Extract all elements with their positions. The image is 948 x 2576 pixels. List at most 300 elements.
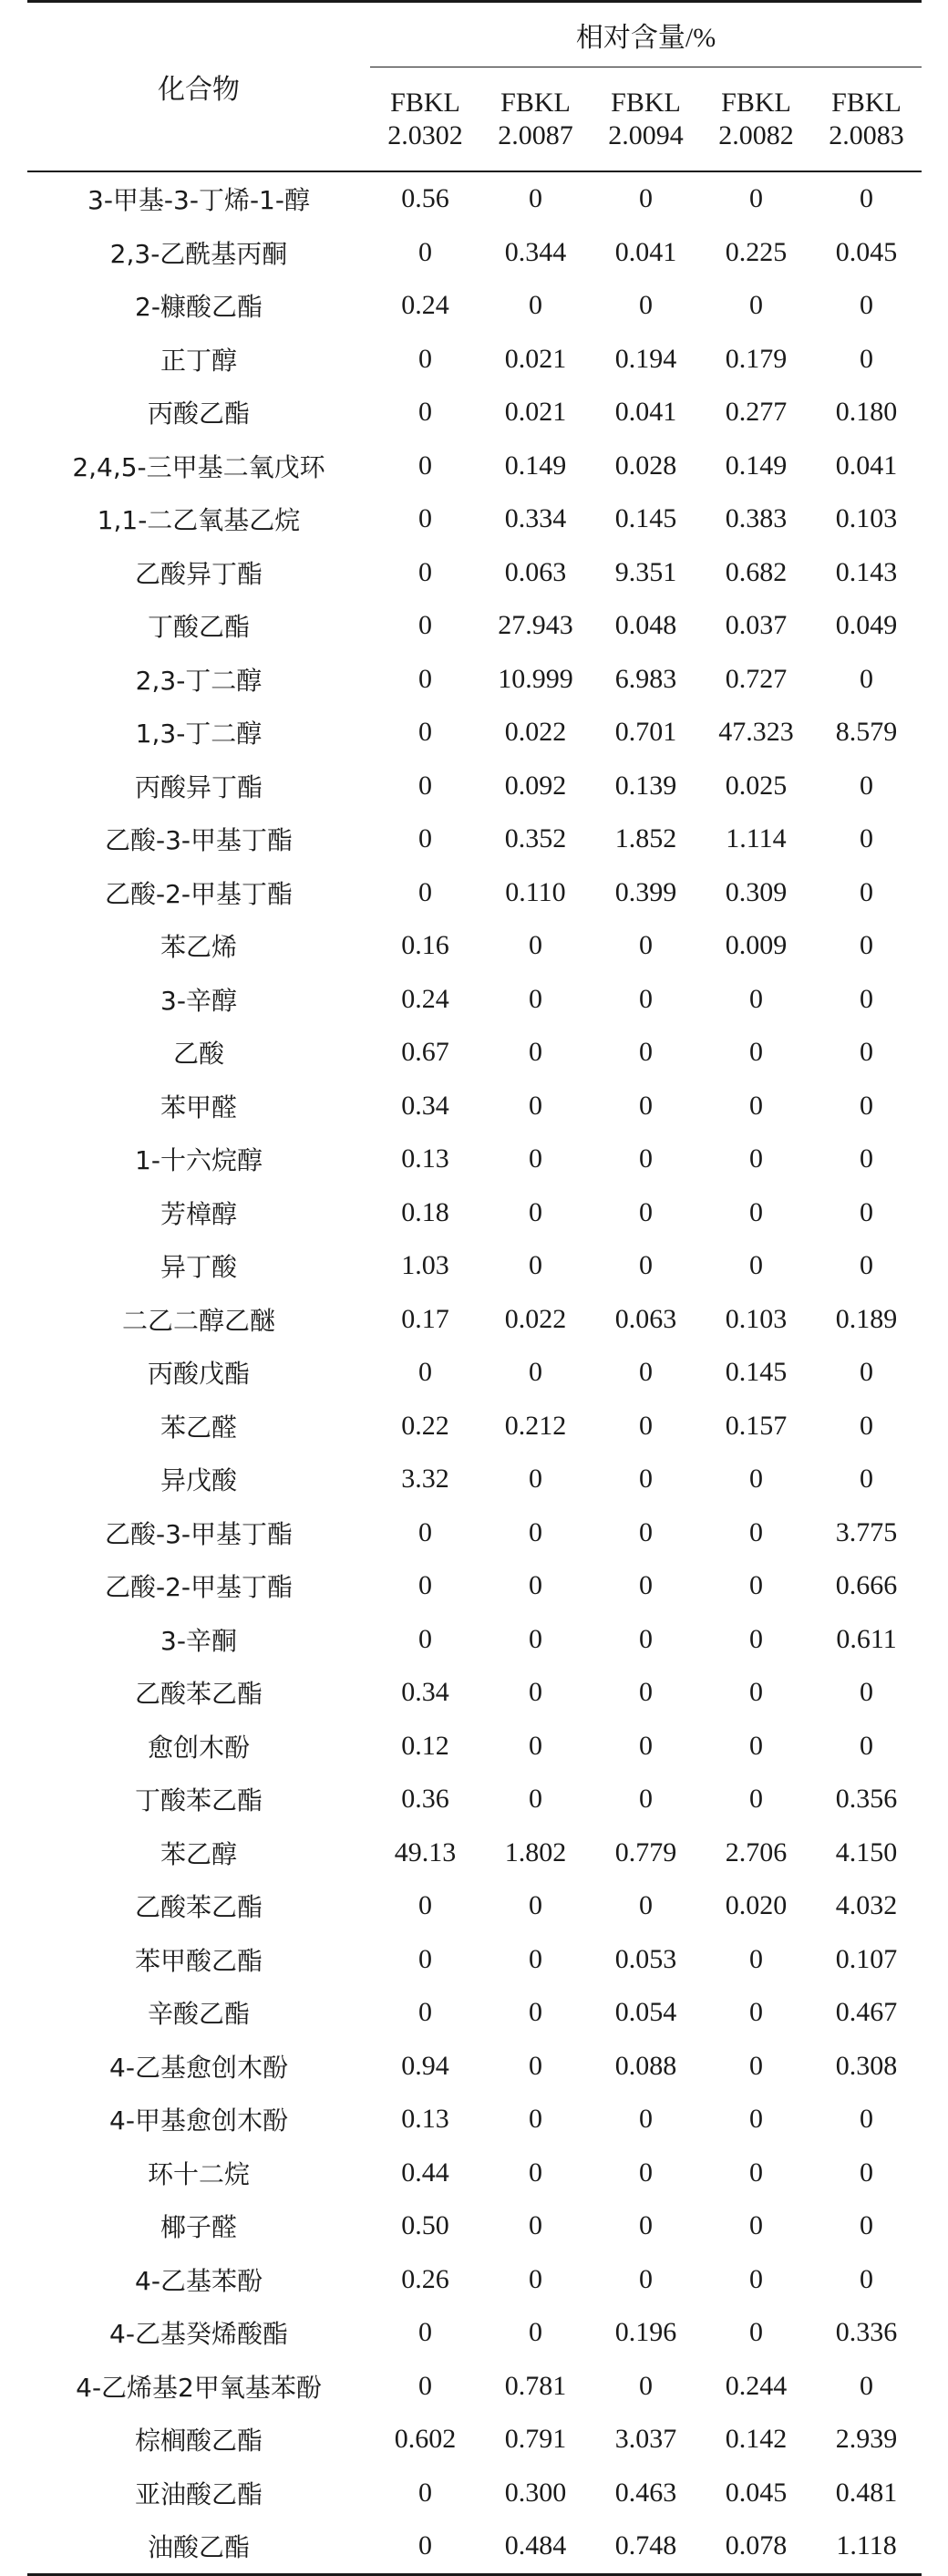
content-value-cell: 0.110	[505, 876, 566, 907]
compound-name-cell: 异丁酸	[160, 1252, 237, 1283]
compound-column-header: 化合物	[27, 2, 370, 172]
content-value-cell: 2.939	[835, 2424, 898, 2455]
content-value-cell: 0.34	[401, 1090, 449, 1121]
content-value-cell: 0	[529, 1997, 542, 2028]
content-value-cell: 0.041	[614, 236, 677, 267]
content-value-cell: 0	[418, 450, 432, 481]
compound-name-cell: 丙酸戊酯	[147, 1359, 250, 1390]
table-row	[27, 2467, 922, 2520]
table-row	[27, 2147, 922, 2200]
content-value-cell: 0.149	[504, 450, 567, 481]
compound-name-cell: 愈创木酚	[147, 1732, 250, 1763]
content-value-cell: 0	[418, 236, 432, 267]
table-row	[27, 2306, 922, 2360]
content-value-cell: 0.50	[401, 2210, 449, 2241]
compound-name-cell: 4-乙烯基2甲氧基苯酚	[76, 2372, 322, 2403]
content-value-cell: 3.775	[835, 1516, 898, 1547]
content-value-cell: 0.145	[614, 503, 677, 534]
compound-name-cell: 苯乙烯	[160, 932, 237, 963]
compound-name-cell: 异戊酸	[160, 1465, 237, 1496]
content-value-cell: 0	[749, 1997, 763, 2028]
content-value-cell: 0.17	[401, 1303, 449, 1334]
content-value-cell: 0	[639, 1890, 653, 1921]
table-row	[27, 653, 922, 707]
content-value-cell: 0.021	[504, 397, 567, 428]
content-value-cell: 0	[749, 1037, 763, 1068]
content-value-cell: 0	[860, 2104, 874, 2135]
compound-name-cell: 苯甲酸乙酯	[134, 1945, 263, 1976]
content-value-cell: 0.300	[504, 2477, 567, 2508]
compound-name-cell: 乙酸-2-甲基丁酯	[104, 878, 294, 909]
compound-name-cell: 油酸乙酯	[27, 2519, 370, 2574]
content-value-cell: 0.336	[835, 2317, 898, 2348]
content-value-cell: 0.12	[401, 1730, 449, 1761]
content-value-cell: 0.22	[401, 1410, 449, 1441]
compound-name-cell: 4-乙基苯酚	[135, 2265, 263, 2296]
compound-name-cell: 4-甲基愈创木酚	[109, 2105, 288, 2136]
content-value-cell: 0	[529, 2210, 542, 2241]
content-value-cell: 0	[860, 2157, 874, 2188]
content-value-cell: 0.078	[701, 2519, 811, 2574]
content-value-cell: 0.356	[835, 1784, 898, 1815]
content-value-cell: 0	[639, 2157, 653, 2188]
content-value-cell: 0	[639, 1784, 653, 1815]
table-row	[27, 1186, 922, 1240]
content-value-cell: 0.727	[725, 663, 788, 694]
table-row	[27, 1080, 922, 1133]
sample-header: FBKL 2.0302	[370, 67, 480, 172]
content-value-cell: 0.022	[504, 1303, 567, 1334]
content-value-cell: 0.045	[835, 236, 898, 267]
content-value-cell: 0	[860, 770, 874, 801]
content-value-cell: 0	[639, 983, 653, 1014]
content-value-cell: 0	[529, 1943, 542, 1974]
content-value-cell: 0.063	[614, 1303, 677, 1334]
content-value-cell: 0.791	[504, 2424, 567, 2455]
content-value-cell: 0	[749, 1943, 763, 1974]
content-value-cell: 0	[749, 2317, 763, 2348]
content-value-cell: 0.344	[504, 236, 567, 267]
compound-name-cell: 苯乙醛	[160, 1412, 237, 1443]
content-value-cell: 0	[529, 2263, 542, 2294]
content-value-cell: 0	[529, 1570, 542, 1601]
table-row	[27, 226, 922, 280]
content-value-cell: 0	[529, 290, 542, 321]
content-value-cell: 0.781	[504, 2370, 567, 2401]
compound-name-cell: 椰子醛	[160, 2212, 237, 2243]
content-value-cell: 1.03	[401, 1250, 449, 1281]
content-value-cell: 0	[860, 1730, 874, 1761]
content-value-cell: 0	[418, 397, 432, 428]
content-value-cell: 0.212	[504, 1410, 567, 1441]
content-value-cell: 3.037	[614, 2424, 677, 2455]
table-row	[27, 1613, 922, 1667]
content-value-cell: 0.484	[480, 2519, 591, 2574]
content-value-cell: 0	[529, 1143, 542, 1174]
content-value-cell: 0.334	[504, 503, 567, 534]
content-value-cell: 0	[860, 1037, 874, 1068]
content-value-cell: 0.666	[835, 1570, 898, 1601]
compound-name-cell: 4-乙基癸烯酸酯	[109, 2319, 288, 2350]
compound-name-cell: 二乙二醇乙醚	[121, 1305, 275, 1336]
compound-name-cell: 2-糠酸乙酯	[135, 292, 263, 323]
content-value-cell: 0	[529, 1784, 542, 1815]
content-value-cell: 0	[639, 1143, 653, 1174]
compound-name-cell: 乙酸苯乙酯	[134, 1679, 263, 1710]
content-value-cell: 0	[860, 1357, 874, 1388]
content-value-cell: 0.308	[835, 2050, 898, 2081]
content-value-cell: 0	[418, 823, 432, 854]
content-value-cell: 0.309	[725, 876, 788, 907]
content-value-cell: 10.999	[498, 663, 573, 694]
content-value-cell: 0.063	[504, 556, 567, 587]
content-value-cell: 0	[749, 290, 763, 321]
content-value-cell: 49.13	[394, 1836, 457, 1867]
compound-name-cell: 3-辛酮	[160, 1625, 237, 1656]
content-value-cell: 0	[749, 1784, 763, 1815]
content-value-cell: 0.088	[614, 2050, 677, 2081]
compound-name-cell: 1,1-二乙氧基乙烷	[97, 505, 301, 536]
content-value-cell: 0	[639, 1464, 653, 1495]
content-value-cell: 0	[529, 1196, 542, 1227]
content-value-cell: 0	[639, 1410, 653, 1441]
content-value-cell: 0	[418, 503, 432, 534]
content-value-cell: 0	[749, 2210, 763, 2241]
content-value-cell: 0.34	[401, 1677, 449, 1708]
content-value-cell: 0.24	[401, 983, 449, 1014]
sample-header: FBKL 2.0087	[480, 67, 591, 172]
content-value-cell: 27.943	[498, 610, 573, 641]
table-row	[27, 2093, 922, 2147]
compound-name-cell: 正丁醇	[160, 345, 237, 376]
content-value-cell: 0	[639, 2210, 653, 2241]
content-value-cell: 0	[639, 930, 653, 961]
content-value-cell: 0.225	[725, 236, 788, 267]
content-value-cell: 0.092	[504, 770, 567, 801]
content-value-cell: 0	[639, 1677, 653, 1708]
table-row	[27, 2253, 922, 2307]
compound-name-cell: 苯乙醇	[160, 1838, 237, 1869]
content-value-cell: 0	[418, 770, 432, 801]
content-value-cell: 0	[749, 1464, 763, 1495]
content-value-cell: 0.399	[614, 876, 677, 907]
content-value-cell: 0	[860, 2263, 874, 2294]
content-value-cell: 0.44	[401, 2157, 449, 2188]
content-value-cell: 0	[860, 1464, 874, 1495]
content-value-cell: 0	[529, 2157, 542, 2188]
table-row	[27, 2199, 922, 2253]
content-value-cell: 0.009	[725, 930, 788, 961]
content-value-cell: 0	[591, 171, 701, 226]
content-value-cell: 0.149	[725, 450, 788, 481]
table-row	[27, 1506, 922, 1560]
compound-name-cell: 1,3-丁二醇	[135, 719, 263, 750]
sample-header: FBKL 2.0083	[811, 67, 922, 172]
content-value-cell: 0.481	[835, 2477, 898, 2508]
content-value-cell: 0.054	[614, 1997, 677, 2028]
table-row	[27, 386, 922, 440]
content-value-cell: 0	[639, 290, 653, 321]
content-value-cell: 0	[749, 1250, 763, 1281]
content-value-cell: 0.145	[725, 1357, 788, 1388]
compound-name-cell: 辛酸乙酯	[147, 1999, 250, 2030]
content-value-cell: 0	[860, 663, 874, 694]
content-value-cell: 0	[860, 876, 874, 907]
table-row	[27, 973, 922, 1027]
compound-name-cell: 乙酸	[172, 1039, 224, 1070]
content-value-cell: 0	[749, 1196, 763, 1227]
table-row	[27, 440, 922, 493]
table-row	[27, 1239, 922, 1293]
content-value-cell: 0	[418, 1943, 432, 1974]
content-value-cell: 0.143	[835, 556, 898, 587]
content-value-cell: 1.802	[504, 1836, 567, 1867]
table-row	[27, 2040, 922, 2094]
table-row	[27, 2413, 922, 2467]
content-value-cell: 0.277	[725, 397, 788, 428]
content-value-cell: 0.037	[725, 610, 788, 641]
content-value-cell: 0.045	[725, 2477, 788, 2508]
content-value-cell: 0	[418, 2370, 432, 2401]
content-value-cell: 0	[860, 1250, 874, 1281]
content-value-cell: 0	[418, 343, 432, 374]
content-value-cell: 0	[480, 171, 591, 226]
content-value-cell: 0.463	[614, 2477, 677, 2508]
content-value-cell: 0.748	[591, 2519, 701, 2574]
compound-name-cell: 2,3-乙酰基丙酮	[109, 238, 288, 269]
content-value-cell: 0.103	[725, 1303, 788, 1334]
content-value-cell: 0	[529, 983, 542, 1014]
table-row	[27, 2360, 922, 2414]
content-value-cell: 0	[529, 2317, 542, 2348]
content-value-cell: 47.323	[718, 717, 794, 748]
content-value-cell: 0	[529, 2104, 542, 2135]
content-value-cell: 0	[749, 2050, 763, 2081]
content-value-cell: 0.022	[504, 717, 567, 748]
content-value-cell: 0	[860, 983, 874, 1014]
content-value-cell: 0.611	[836, 1623, 897, 1654]
content-value-cell: 0.26	[401, 2263, 449, 2294]
content-value-cell: 0.048	[614, 610, 677, 641]
content-value-cell: 0.602	[394, 2424, 457, 2455]
compound-name-cell: 1-十六烷醇	[135, 1145, 263, 1176]
content-value-cell: 0.021	[504, 343, 567, 374]
content-value-cell: 4.032	[835, 1890, 898, 1921]
content-value-cell: 0.107	[835, 1943, 898, 1974]
compound-name-cell: 2,4,5-三甲基二氧戊环	[72, 451, 325, 482]
content-value-cell: 0.352	[504, 823, 567, 854]
content-value-cell: 0	[639, 1250, 653, 1281]
content-value-cell: 0.194	[614, 343, 677, 374]
content-value-cell: 0.16	[401, 930, 449, 961]
content-value-cell: 0.67	[401, 1037, 449, 1068]
content-value-cell: 0	[418, 2477, 432, 2508]
content-value-cell: 0	[639, 1623, 653, 1654]
content-value-cell: 1.118	[811, 2519, 922, 2574]
content-value-cell: 0.157	[725, 1410, 788, 1441]
content-value-cell: 0.053	[614, 1943, 677, 1974]
compound-name-cell: 3-甲基-3-丁烯-1-醇	[27, 171, 370, 226]
content-value-cell: 0	[860, 290, 874, 321]
content-value-cell: 0	[749, 2104, 763, 2135]
content-value-cell: 0	[639, 1357, 653, 1388]
content-value-cell: 0	[639, 1516, 653, 1547]
compound-name-cell: 乙酸苯乙酯	[134, 1892, 263, 1923]
content-value-cell: 0	[749, 1623, 763, 1654]
table-row	[27, 1400, 922, 1454]
content-value-cell: 0.701	[614, 717, 677, 748]
content-value-cell: 0	[418, 1997, 432, 2028]
table-row	[27, 546, 922, 600]
table-row	[27, 760, 922, 813]
table-row	[27, 1346, 922, 1400]
content-value-cell: 0	[529, 1623, 542, 1654]
content-value-cell: 0	[639, 1196, 653, 1227]
content-value-cell: 0.682	[725, 556, 788, 587]
content-value-cell: 0	[860, 2210, 874, 2241]
table-row	[27, 1879, 922, 1933]
sample-header: FBKL 2.0082	[701, 67, 811, 172]
content-value-cell: 0	[860, 930, 874, 961]
table-row	[27, 1986, 922, 2040]
content-value-cell: 0	[701, 171, 811, 226]
table-row	[27, 599, 922, 653]
content-value-cell: 0.025	[725, 770, 788, 801]
content-value-cell: 0.24	[401, 290, 449, 321]
content-value-cell: 0	[529, 1037, 542, 1068]
table-row	[27, 1826, 922, 1880]
content-value-cell: 0	[418, 717, 432, 748]
content-value-cell: 0.103	[835, 503, 898, 534]
content-value-cell: 0	[749, 2263, 763, 2294]
compound-name-cell: 3-辛醇	[160, 985, 237, 1016]
table-row	[27, 1666, 922, 1720]
content-value-cell: 4.150	[835, 1836, 898, 1867]
content-value-cell: 0	[639, 2104, 653, 2135]
table-row	[27, 2519, 922, 2574]
content-value-cell: 9.351	[614, 556, 677, 587]
content-value-cell: 0.18	[401, 1196, 449, 1227]
content-value-cell: 0	[639, 1090, 653, 1121]
content-value-cell: 0	[749, 1090, 763, 1121]
content-value-cell: 0	[860, 1677, 874, 1708]
content-value-cell: 0	[529, 1250, 542, 1281]
content-value-cell: 0	[860, 1196, 874, 1227]
content-value-cell: 0	[639, 2370, 653, 2401]
content-value-cell: 0	[529, 1357, 542, 1388]
content-value-cell: 0	[811, 171, 922, 226]
compound-name-cell: 芳樟醇	[160, 1198, 237, 1229]
content-value-cell: 0	[749, 2157, 763, 2188]
compound-name-cell: 乙酸-3-甲基丁酯	[104, 825, 294, 856]
content-value-cell: 0.244	[725, 2370, 788, 2401]
compound-name-cell: 环十二烷	[147, 2158, 250, 2189]
content-value-cell: 0.189	[835, 1303, 898, 1334]
content-value-cell: 0	[418, 1516, 432, 1547]
content-value-cell: 0	[639, 1037, 653, 1068]
content-value-cell: 0.179	[725, 343, 788, 374]
content-value-cell: 0	[639, 1570, 653, 1601]
content-value-cell: 0	[418, 1357, 432, 1388]
content-value-cell: 0.13	[401, 1143, 449, 1174]
content-value-cell: 0	[529, 1516, 542, 1547]
compound-name-cell: 乙酸-3-甲基丁酯	[104, 1518, 294, 1549]
content-value-cell: 0	[639, 1730, 653, 1761]
content-value-cell: 6.983	[614, 663, 677, 694]
content-value-cell: 0	[860, 1090, 874, 1121]
content-value-cell: 2.706	[725, 1836, 788, 1867]
table-body	[27, 171, 922, 2574]
compound-name-cell: 丙酸乙酯	[147, 398, 250, 429]
table-row	[27, 706, 922, 760]
relative-content-group-header: 相对含量/%	[370, 2, 922, 67]
content-value-cell: 0.36	[401, 1784, 449, 1815]
table-row	[27, 866, 922, 920]
content-value-cell: 0	[749, 1143, 763, 1174]
content-value-cell: 0.779	[614, 1836, 677, 1867]
content-value-cell: 0.196	[614, 2317, 677, 2348]
compound-name-cell: 棕榈酸乙酯	[134, 2426, 263, 2457]
content-value-cell: 0	[529, 930, 542, 961]
content-value-cell: 0	[370, 2519, 480, 2574]
content-value-cell: 0	[418, 556, 432, 587]
compound-name-cell: 丁酸乙酯	[147, 612, 250, 643]
compound-name-cell: 丙酸异丁酯	[134, 771, 263, 802]
compound-name-cell: 乙酸异丁酯	[134, 558, 263, 589]
table-row	[27, 919, 922, 973]
sample-header: FBKL 2.0094	[591, 67, 701, 172]
content-value-cell: 0.041	[835, 450, 898, 481]
compound-name-cell: 亚油酸乙酯	[134, 2478, 263, 2509]
content-value-cell: 3.32	[401, 1464, 449, 1495]
content-value-cell: 0.139	[614, 770, 677, 801]
content-value-cell: 0	[639, 2263, 653, 2294]
table-row	[27, 279, 922, 333]
content-value-cell: 0	[860, 343, 874, 374]
content-value-cell: 0	[860, 1143, 874, 1174]
table-row	[27, 1133, 922, 1186]
content-value-cell: 0	[749, 1730, 763, 1761]
content-value-cell: 0.467	[835, 1997, 898, 2028]
content-value-cell: 0	[418, 2317, 432, 2348]
compound-name-cell: 苯甲醛	[160, 1091, 237, 1122]
table-row	[27, 1293, 922, 1347]
content-value-cell: 0.13	[401, 2104, 449, 2135]
content-value-cell: 0	[749, 983, 763, 1014]
content-value-cell: 0	[418, 1890, 432, 1921]
content-value-cell: 0.94	[401, 2050, 449, 2081]
content-value-cell: 0	[529, 2050, 542, 2081]
content-value-cell: 0	[418, 876, 432, 907]
content-value-cell: 0	[529, 1090, 542, 1121]
content-value-cell: 0	[529, 1730, 542, 1761]
content-value-cell: 0.028	[614, 450, 677, 481]
content-value-cell: 0	[749, 1516, 763, 1547]
content-value-cell: 0	[418, 1623, 432, 1654]
content-value-cell: 0	[418, 1570, 432, 1601]
content-value-cell: 8.579	[835, 717, 898, 748]
table-row	[27, 812, 922, 866]
content-value-cell: 0	[529, 1464, 542, 1495]
table-row	[27, 1933, 922, 1987]
content-value-cell: 0	[749, 1570, 763, 1601]
table-row	[27, 333, 922, 387]
content-value-cell: 0	[749, 1677, 763, 1708]
table-row	[27, 1453, 922, 1506]
content-value-cell: 0	[418, 663, 432, 694]
table-row	[27, 492, 922, 546]
table-row	[27, 1559, 922, 1613]
